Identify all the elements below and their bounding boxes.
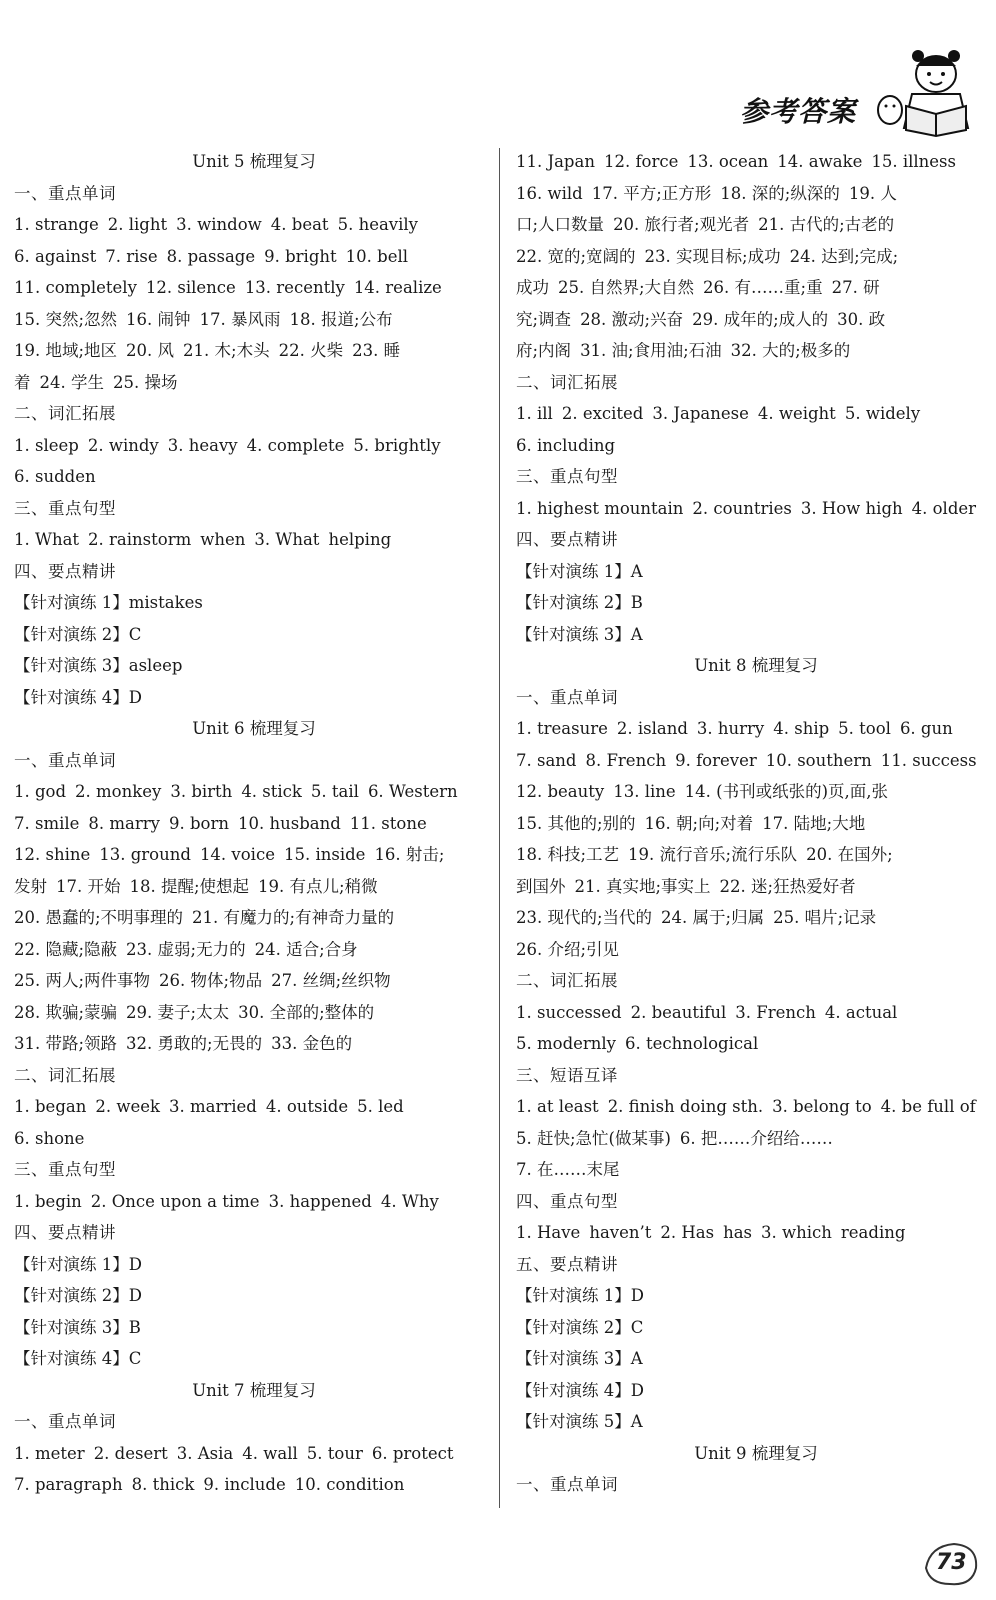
answer-item: 10. bell <box>345 246 409 266</box>
answer-item: has <box>723 1223 752 1242</box>
answer-item: 2. beautiful <box>630 1002 727 1022</box>
answer-item: 28. 欺骗;蒙骗 <box>14 1002 118 1022</box>
answer-item: 1. sleep <box>14 435 79 455</box>
answer-line <box>516 839 996 871</box>
answer-item: 6. Western <box>367 782 458 801</box>
answer-item: 19. 有点儿;稍微 <box>258 876 378 896</box>
answer-item: 4. outside <box>265 1097 349 1116</box>
answer-item: 23. 现代的;当代的 <box>516 908 653 927</box>
answer-item: 2. windy <box>87 435 159 455</box>
answer-item: 发射 <box>14 876 47 896</box>
answer-item: 12. beauty <box>516 782 605 801</box>
answer-item: 15. inside <box>283 845 366 864</box>
answer-line <box>14 808 494 840</box>
answer-item: 29. 成年的;成人的 <box>692 309 829 329</box>
answer-item: 3. which <box>761 1223 832 1242</box>
answer-item: 5. widely <box>844 404 921 423</box>
answer-line <box>14 335 494 367</box>
practice-answer: 【针对演练 3】asleep <box>14 656 183 675</box>
answer-item: 7. rise <box>105 246 158 266</box>
answer-item: 3. How high <box>800 498 903 518</box>
answer-line <box>516 335 996 367</box>
answer-item: 4. stick <box>241 782 302 801</box>
section-heading: 三、重点句型 <box>516 467 618 486</box>
answer-item: 22. 迷;狂热爱好者 <box>719 876 856 896</box>
answer-item: 23. 虚弱;无力的 <box>126 939 246 959</box>
answer-item: 19. 人 <box>848 183 897 203</box>
answer-line <box>516 1091 996 1123</box>
answer-item: 6. sudden <box>14 467 96 486</box>
answer-item: 10. condition <box>294 1475 405 1494</box>
answer-item: 3. window <box>176 215 262 234</box>
answer-item: 着 <box>14 372 31 392</box>
answer-item: 6. technological <box>625 1034 759 1053</box>
answer-line <box>516 713 996 745</box>
answer-item: 14. voice <box>199 845 275 864</box>
answer-item: 20. 风 <box>126 341 175 360</box>
answer-item: 2. rainstorm <box>88 530 192 549</box>
answer-item: 21. 古代的;古老的 <box>758 215 895 234</box>
section-heading: 一、重点单词 <box>14 1412 116 1431</box>
answer-item: 17. 暴风雨 <box>199 309 281 329</box>
answer-line <box>516 1123 996 1155</box>
answer-item: 2. light <box>107 215 168 234</box>
answer-item: 4. ship <box>773 719 830 738</box>
answer-item: 1. god <box>14 782 67 801</box>
answer-item: 30. 全部的;整体的 <box>238 1002 375 1022</box>
answer-item: 成功 <box>516 278 549 297</box>
answer-item: 2. monkey <box>75 782 162 801</box>
answer-item: 23. 实现目标;成功 <box>644 246 781 266</box>
answer-line <box>14 1186 494 1218</box>
answer-item: 5. tour <box>306 1443 363 1463</box>
answer-item: 12. shine <box>14 845 91 864</box>
answer-line <box>14 1123 494 1155</box>
answer-item: 1. ill <box>516 404 553 423</box>
answer-item: 1. began <box>14 1097 87 1116</box>
answer-line <box>14 461 494 493</box>
answer-item: 11. stone <box>349 813 427 833</box>
answer-item: 8. French <box>585 750 667 770</box>
answer-item: 4. older <box>911 498 977 518</box>
answer-item: 14. (书刊或纸张的)页,面,张 <box>684 782 889 801</box>
answer-item: 15. illness <box>871 152 956 171</box>
answer-item: 13. ocean <box>687 152 769 171</box>
answer-line <box>516 871 996 903</box>
answer-item: 1. treasure <box>516 719 608 738</box>
answer-item: 32. 勇敢的;无畏的 <box>126 1034 263 1053</box>
practice-answer: 【针对演练 2】C <box>516 1317 644 1337</box>
section-heading: 四、要点精讲 <box>14 1223 116 1242</box>
answer-item: 26. 有……重;重 <box>703 278 823 297</box>
answer-line <box>14 1438 494 1470</box>
answer-line <box>516 146 996 178</box>
answer-line <box>14 304 494 336</box>
answer-line <box>516 997 996 1029</box>
answer-line <box>14 1028 494 1060</box>
answer-item: 9. born <box>169 813 229 833</box>
answer-item: 16. wild <box>516 183 583 203</box>
section-heading: 五、要点精讲 <box>516 1254 618 1274</box>
answer-line <box>14 1469 494 1501</box>
answer-item: 1. highest mountain <box>516 498 684 518</box>
answer-item: 30. 政 <box>837 309 886 329</box>
answer-item: 5. modernly <box>516 1034 617 1053</box>
answer-item: 31. 带路;领路 <box>14 1034 118 1053</box>
answer-item: 25. 自然界;大自然 <box>558 278 695 297</box>
answer-item: 2. countries <box>692 498 792 518</box>
answer-item: 6. gun <box>899 719 953 738</box>
answer-item: 22. 火柴 <box>278 341 344 360</box>
answer-item: 1. strange <box>14 215 99 234</box>
answer-line <box>516 808 996 840</box>
answer-line <box>14 965 494 997</box>
answer-item: 4. complete <box>246 435 345 455</box>
answer-line <box>14 272 494 304</box>
answer-item: 12. silence <box>145 278 236 297</box>
answer-item: 14. realize <box>353 278 442 297</box>
right-column <box>516 146 996 1501</box>
answer-item: 口;人口数量 <box>516 215 605 234</box>
answer-item: 4. Why <box>380 1191 439 1211</box>
answer-item: 21. 真实地;事实上 <box>574 876 711 896</box>
answer-line <box>14 241 494 273</box>
answer-item: 3. hurry <box>696 719 765 738</box>
answer-item: 25. 唱片;记录 <box>773 908 877 927</box>
section-heading: 二、词汇拓展 <box>14 404 116 423</box>
practice-answer: 【针对演练 4】C <box>14 1349 142 1368</box>
answer-item: 4. wall <box>242 1443 298 1463</box>
answer-item: 1. at least <box>516 1097 599 1116</box>
section-heading: 三、重点句型 <box>14 1160 116 1179</box>
answer-item: 3. Asia <box>176 1443 234 1463</box>
answer-item: 18. 深的;纵深的 <box>720 183 840 203</box>
answer-item: 3. belong to <box>772 1097 872 1116</box>
answer-item: 18. 报道;公布 <box>289 309 393 329</box>
answer-item: 24. 学生 <box>39 372 104 392</box>
answer-item: 9. forever <box>675 750 757 770</box>
answer-item: 8. passage <box>166 246 256 266</box>
answer-line <box>14 902 494 934</box>
answer-item: reading <box>840 1223 906 1242</box>
answer-item: 31. 油;食用油;石油 <box>580 341 722 360</box>
answer-item: 5. 赶快;急忙(做某事) <box>516 1128 671 1148</box>
answer-item: 24. 适合;合身 <box>254 939 358 959</box>
answer-item: when <box>200 530 246 549</box>
practice-answer: 【针对演练 2】D <box>14 1286 142 1305</box>
answer-item: 13. recently <box>244 278 345 297</box>
answer-line <box>14 367 494 399</box>
answer-line <box>516 241 996 273</box>
answer-line <box>516 493 996 525</box>
section-heading: 四、要点精讲 <box>516 530 618 549</box>
answer-line <box>516 1217 996 1249</box>
section-heading: 三、短语互译 <box>516 1065 618 1085</box>
answer-item: 3. heavy <box>167 435 238 455</box>
practice-answer: 【针对演练 2】C <box>14 624 142 644</box>
section-heading: 一、重点单词 <box>516 687 618 707</box>
answer-item: 6. protect <box>371 1443 454 1463</box>
answer-item: 5. tool <box>838 719 891 738</box>
answer-item: haven’t <box>589 1223 652 1242</box>
section-heading: 一、重点单词 <box>14 750 116 770</box>
answer-item: 4. beat <box>270 215 329 234</box>
answer-item: 4. weight <box>757 404 836 423</box>
answer-item: 32. 大的;极多的 <box>730 341 851 360</box>
answer-item: 21. 木;木头 <box>183 341 270 360</box>
answer-line <box>516 1154 996 1186</box>
answer-line <box>516 745 996 777</box>
answer-item: 7. smile <box>14 813 80 833</box>
answer-item: 23. 睡 <box>352 341 401 360</box>
answer-item: 20. 在国外; <box>806 845 893 864</box>
answer-item: 1. meter <box>14 1443 85 1463</box>
answer-item: 到国外 <box>516 876 566 896</box>
answer-item: 2. finish doing sth. <box>607 1097 764 1116</box>
answer-line <box>516 304 996 336</box>
answer-item: 究;调查 <box>516 309 572 329</box>
practice-answer: 【针对演练 2】B <box>516 593 643 612</box>
answer-item: 5. heavily <box>337 215 418 234</box>
answer-item: 24. 属于;归属 <box>661 908 765 927</box>
column-divider <box>499 148 500 1508</box>
answer-item: 7. 在……末尾 <box>516 1160 620 1179</box>
answer-item: 2. Has <box>660 1223 715 1242</box>
section-heading: 一、重点单词 <box>14 183 116 203</box>
section-heading: 一、重点单词 <box>516 1475 618 1494</box>
answer-item: 15. 突然;忽然 <box>14 309 118 329</box>
answer-item: 府;内阁 <box>516 341 572 360</box>
section-heading: 二、词汇拓展 <box>14 1065 116 1085</box>
answer-item: 4. actual <box>824 1002 898 1022</box>
answer-item: 3. birth <box>170 782 233 801</box>
practice-answer: 【针对演练 1】A <box>516 561 643 581</box>
answer-item: 25. 两人;两件事物 <box>14 971 151 990</box>
answer-item: 1. begin <box>14 1191 82 1211</box>
answer-item: 20. 旅行者;观光者 <box>613 215 750 234</box>
answer-item: 7. paragraph <box>14 1475 123 1494</box>
answer-item: 2. excited <box>561 404 644 423</box>
section-heading: 四、要点精讲 <box>14 561 116 581</box>
reading-girl-icon <box>876 44 980 140</box>
answer-item: 26. 介绍;引见 <box>516 939 620 959</box>
unit-title: Unit 6 梳理复习 <box>192 719 316 738</box>
answer-item: 6. including <box>516 435 616 455</box>
answer-line <box>14 839 494 871</box>
answer-item: 8. thick <box>131 1475 195 1494</box>
answer-item: 4. be full of <box>880 1097 976 1116</box>
answer-item: 3. married <box>168 1097 257 1116</box>
practice-answer: 【针对演练 1】mistakes <box>14 593 203 612</box>
answer-item: 28. 激动;兴奋 <box>580 309 684 329</box>
answer-line <box>516 398 996 430</box>
answer-item: 2. desert <box>93 1443 168 1463</box>
left-column <box>14 146 494 1501</box>
answer-item: 10. husband <box>238 813 341 833</box>
answer-line <box>14 997 494 1029</box>
answer-item: 3. French <box>735 1002 816 1022</box>
section-heading: 三、重点句型 <box>14 498 116 518</box>
unit-title: Unit 8 梳理复习 <box>694 656 818 675</box>
answer-line <box>516 776 996 808</box>
answer-item: 9. bright <box>264 246 337 266</box>
answer-item: 2. island <box>616 719 688 738</box>
answer-item: 11. Japan <box>516 152 595 171</box>
answer-item: 2. week <box>95 1097 160 1116</box>
section-heading: 二、词汇拓展 <box>516 971 618 990</box>
answer-line <box>516 209 996 241</box>
practice-answer: 【针对演练 1】D <box>516 1286 644 1305</box>
answer-item: 11. success <box>880 750 977 770</box>
practice-answer: 【针对演练 4】D <box>14 687 142 707</box>
answer-item: 33. 金色的 <box>271 1034 353 1053</box>
answer-item: 6. shone <box>14 1128 85 1148</box>
unit-title: Unit 5 梳理复习 <box>192 152 316 171</box>
answer-item: 6. 把……介绍给…… <box>679 1128 833 1148</box>
unit-title: Unit 7 梳理复习 <box>192 1380 316 1400</box>
practice-answer: 【针对演练 1】D <box>14 1254 142 1274</box>
answer-item: 14. awake <box>777 152 863 171</box>
answer-item: 3. happened <box>268 1191 372 1211</box>
answer-line <box>516 178 996 210</box>
answer-item: 9. include <box>203 1475 286 1494</box>
answer-line <box>516 902 996 934</box>
answer-item: 1. Have <box>516 1223 581 1242</box>
answer-item: 6. against <box>14 246 97 266</box>
answer-item: 3. What <box>254 530 320 549</box>
answer-item: 16. 闹钟 <box>126 309 191 329</box>
answer-item: 18. 科技;工艺 <box>516 845 620 864</box>
answer-line <box>14 524 494 556</box>
answer-item: helping <box>328 530 392 549</box>
answer-item: 18. 提醒;使想起 <box>129 876 250 896</box>
answer-item: 5. tail <box>310 782 359 801</box>
answer-item: 5. brightly <box>353 435 441 455</box>
answer-item: 19. 地域;地区 <box>14 341 118 360</box>
answer-line <box>516 1028 996 1060</box>
answer-item: 16. 射击; <box>374 845 445 864</box>
answer-line <box>14 209 494 241</box>
answer-item: 21. 有魔力的;有神奇力量的 <box>192 908 395 927</box>
answer-item: 17. 开始 <box>56 876 121 896</box>
answer-item: 7. sand <box>516 750 577 770</box>
answer-item: 20. 愚蠢的;不明事理的 <box>14 908 184 927</box>
answer-line <box>516 934 996 966</box>
answer-item: 22. 宽的;宽阔的 <box>516 246 636 266</box>
answer-item: 26. 物体;物品 <box>159 971 263 990</box>
answer-item: 2. Once upon a time <box>90 1191 260 1211</box>
answer-item: 16. 朝;向;对着 <box>644 813 754 833</box>
answer-item: 5. led <box>357 1097 404 1116</box>
answer-item: 13. ground <box>99 845 191 864</box>
answer-line <box>14 430 494 462</box>
answer-item: 19. 流行音乐;流行乐队 <box>628 845 798 864</box>
answer-item: 1. What <box>14 530 80 549</box>
answer-item: 15. 其他的;别的 <box>516 813 636 833</box>
answer-item: 27. 丝绸;丝织物 <box>271 971 391 990</box>
answer-item: 24. 达到;完成; <box>789 246 899 266</box>
answer-line <box>516 430 996 462</box>
section-heading: 二、词汇拓展 <box>516 372 618 392</box>
answer-item: 1. successed <box>516 1002 622 1022</box>
section-heading: 四、重点句型 <box>516 1191 618 1211</box>
answer-line <box>14 934 494 966</box>
practice-answer: 【针对演练 3】A <box>516 1349 643 1368</box>
answer-line <box>14 776 494 808</box>
practice-answer: 【针对演练 3】A <box>516 624 643 644</box>
answer-item: 27. 研 <box>831 278 880 297</box>
answer-line <box>516 272 996 304</box>
practice-answer: 【针对演练 3】B <box>14 1317 141 1337</box>
page-number: 73 <box>936 1550 967 1575</box>
answer-item: 22. 隐藏;隐蔽 <box>14 939 118 959</box>
answer-item: 12. force <box>603 152 679 171</box>
practice-answer: 【针对演练 4】D <box>516 1380 644 1400</box>
answer-item: 17. 陆地;大地 <box>762 813 866 833</box>
answer-item: 3. Japanese <box>652 404 749 423</box>
answer-item: 29. 妻子;太太 <box>126 1002 230 1022</box>
answer-item: 8. marry <box>88 813 160 833</box>
answer-line <box>14 871 494 903</box>
answer-line <box>14 1091 494 1123</box>
answer-item: 13. line <box>613 782 676 801</box>
page-header-title: 参考答案 <box>740 95 857 128</box>
unit-title: Unit 9 梳理复习 <box>694 1443 818 1463</box>
answer-item: 10. southern <box>765 750 872 770</box>
answer-item: 25. 操场 <box>113 372 178 392</box>
practice-answer: 【针对演练 5】A <box>516 1412 643 1431</box>
answer-item: 11. completely <box>14 278 137 297</box>
answer-item: 17. 平方;正方形 <box>591 183 712 203</box>
